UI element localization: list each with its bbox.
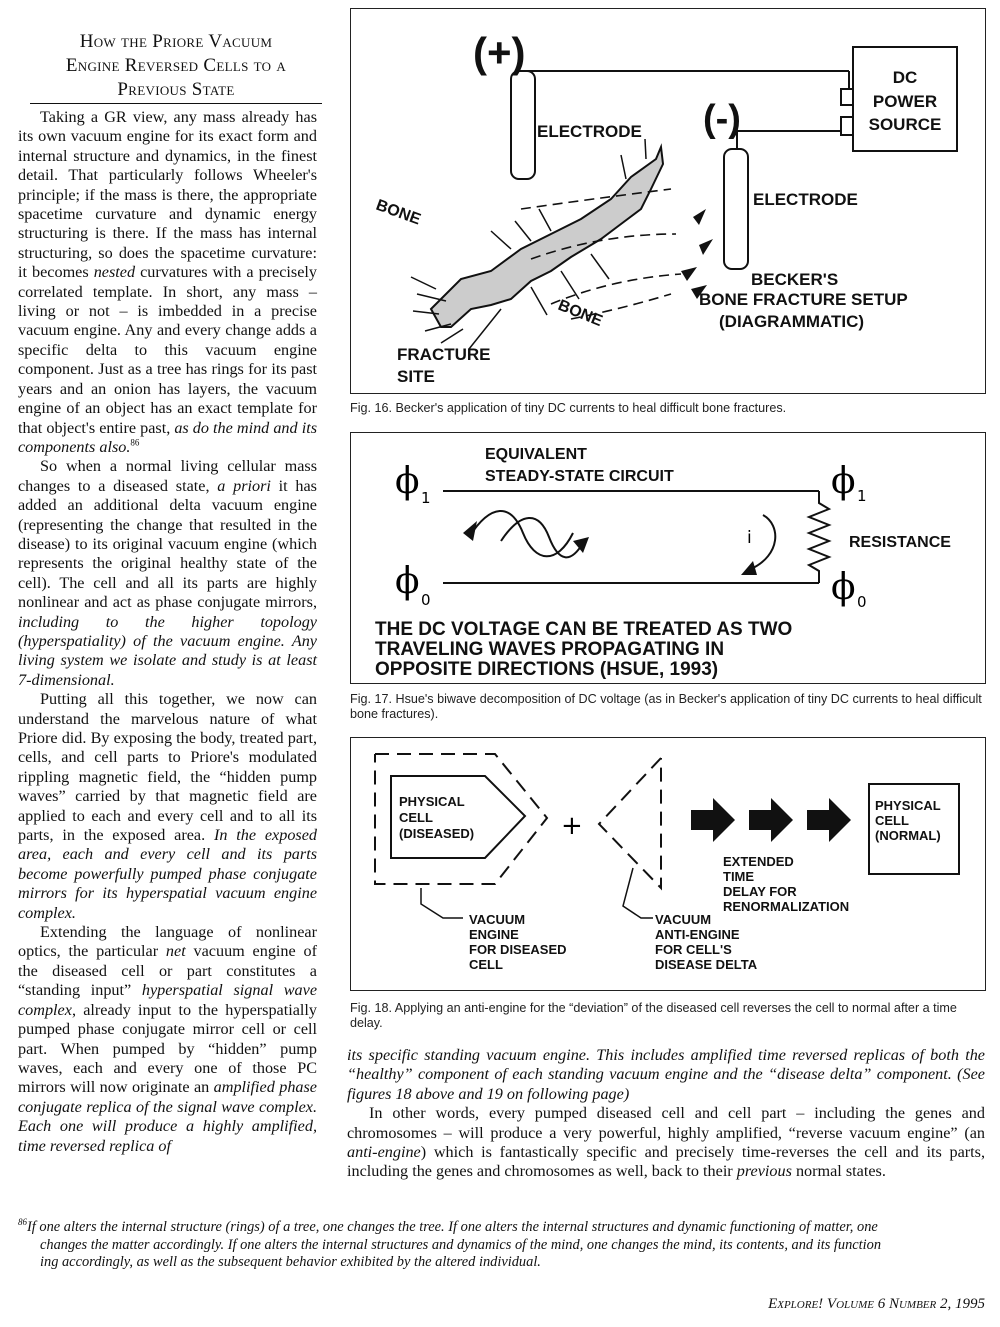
diseased-cell-label-1: PHYSICAL (399, 794, 465, 809)
emphasis: previous (736, 1162, 792, 1181)
figure-18 (350, 737, 986, 991)
phi0-left-sub: 0 (421, 591, 431, 609)
phi1-right: ϕ (831, 461, 856, 502)
emphasis: nested (93, 263, 136, 282)
bone-label-2: BONE (555, 296, 605, 331)
becker-label-1: BECKER'S (751, 270, 839, 289)
electrode-negative-label: ELECTRODE (753, 190, 858, 209)
statement-line-3: OPPOSITE DIRECTIONS (HSUE, 1993) (375, 659, 719, 680)
bone-label-1: BONE (373, 196, 423, 229)
electrode-negative (724, 149, 748, 269)
electrode-positive (511, 71, 535, 179)
electrode-positive-label: ELECTRODE (537, 122, 642, 141)
fig17-diagram (351, 433, 985, 683)
becker-label-2: BONE FRACTURE SETUP (699, 290, 908, 309)
paragraph-5 (347, 1046, 985, 1104)
diseased-cell-label-2: CELL (399, 810, 433, 825)
page-footer: Explore! Volume 6 Number 2, 1995 (768, 1296, 985, 1312)
emphasis: its specific standing vacuum engine. This includes amplified time reversed replicas of both the “healthy” component of each standing vacuum engine and the “disease delta” component. ( (347, 1046, 985, 1084)
wire-negative (737, 131, 841, 157)
current-loop (751, 515, 775, 569)
diseased-cell-label-3: (DISEASED) (399, 826, 475, 841)
fig16-diagram (351, 9, 985, 393)
fracture-leader (469, 309, 501, 349)
terminal-positive (841, 89, 853, 105)
text-run: In other words, every pumped diseased cell and cell part – including the genes and chromosomes – will produce a very powerful, highly amplified, “reverse vacuum engine” (an (347, 1104, 985, 1142)
text-run: curvatures with a precisely correlated template. In short, any mass – living or not – is imbedded in a precise vacuum engine. Any and every change adds a specific delta to this vacuum engine component. Just as a tree has rings for its past years and an onion has layers, the vacuum engine of an object has an exact template for that object's entire past, (18, 263, 317, 437)
phi0-right-sub: 0 (857, 593, 867, 611)
fracture-label-2: SITE (397, 367, 435, 386)
text-run: normal states. (791, 1162, 886, 1181)
emphasis: hyperspatial signal wave complex (18, 981, 318, 1019)
emphasis: including to the higher topology (hyperspatiality) of the vacuum engine. Any living system we isolate and study is at least 7-dimensional. (18, 612, 317, 689)
delay-label-4: RENORMALIZATION (723, 899, 850, 914)
figure-17 (350, 432, 986, 684)
normal-cell-label-1: PHYSICAL (875, 798, 941, 813)
wave-left-arrow (463, 521, 477, 541)
footnote-mark: 86 (18, 1217, 27, 1228)
title-line-2: Engine Reversed Cells to a (65, 55, 287, 76)
emphasis: amplified phase conjugate replica of the signal wave complex. Each one will produce a highly amplified, time reversed replica of (18, 1078, 317, 1155)
fracture-label-1: FRACTURE (397, 345, 491, 364)
fig16-caption: Fig. 16. Becker's application of tiny DC currents to heal difficult bone fractures. (350, 401, 787, 415)
emphasis: a priori (217, 476, 271, 495)
left-column (18, 108, 317, 1156)
statement-line-1: THE DC VOLTAGE CAN BE TREATED AS TWO (375, 619, 793, 640)
paragraph-4 (18, 923, 317, 1156)
time-arrows (691, 798, 851, 842)
fig17-caption: Fig. 17. Hsue's biwave decomposition of DC voltage (as in Becker's application of tiny DC currents to heal difficult bone fractures). (350, 692, 982, 721)
footnote-line-3: ing accordingly, as well as the subsequent behavior exhibited by the altered individual. (40, 1254, 541, 1270)
anti-engine-outline (599, 758, 661, 888)
delay-label-3: DELAY FOR (723, 884, 797, 899)
normal-cell-label-3: (NORMAL) (875, 828, 941, 843)
anti-engine-label-4: DISEASE DELTA (655, 957, 758, 972)
text-run: So when a normal living cellular mass changes to a diseased state, (18, 457, 317, 495)
figure-16 (350, 8, 986, 394)
engine-label-1: VACUUM (469, 912, 526, 927)
fig18-caption: Fig. 18. Applying an anti-engine for the “deviation” of the diseased cell reverses the cell to normal after a time delay. (350, 1001, 957, 1030)
fig18-diagram (351, 738, 985, 990)
delay-label-1: EXTENDED (723, 854, 794, 869)
delay-label-2: TIME (723, 869, 755, 884)
dc-label-3: SOURCE (868, 115, 942, 134)
title-line-3: Previous State (117, 79, 235, 100)
emphasis: In the exposed area, each and every cell and its parts become powerfully pumped phase conjugate mirrors for its hyperspatial vacuum engine complex. (18, 826, 317, 922)
paragraph-1 (18, 108, 317, 457)
footnote-line-1 (18, 1219, 984, 1237)
plus-sign: + (561, 811, 583, 841)
text-run: , already input to the hyperspatially pumped phase conjugate mirror cell or cell part. When pumped by “hidden” pump waves, each and every one of those PC mirrors will now originate an (18, 1000, 317, 1097)
resistance-label: RESISTANCE (849, 534, 951, 551)
paragraph-6 (347, 1104, 985, 1182)
text-run: Putting all this together, we now can understand the marvelous nature of what Priore did. By exposing the body, treated part, cells, and cell parts to Priore's modulated rippling magnetic field, the “hidden pump waves” carried by that magnetic field are applied to each and every cell and to all its parts, in the exposed area. (18, 690, 317, 845)
engine-leader (421, 888, 463, 918)
footnote-line-2: changes the matter accordingly. If one alters the internal structures and dynamics of the mind, one changes the mind, its contents, and its function (40, 1236, 882, 1253)
paragraph-2 (18, 457, 317, 690)
text-run: vacuum engine of the diseased cell or part constitutes a “standing input” (18, 942, 317, 1000)
right-column (347, 1046, 985, 1182)
title-divider (30, 103, 322, 104)
wave-right-arrow (573, 537, 589, 553)
text-run: Extending the language of nonlinear optics, the particular (18, 923, 317, 961)
text-run: ) which is fantastically specific and precisely time-reverses the cell and its parts, including the genes and chromosomes as well, back to their (347, 1143, 985, 1181)
article-title (30, 30, 322, 102)
anti-engine-label-1: VACUUM (655, 912, 712, 927)
normal-cell-label-2: CELL (875, 813, 909, 828)
dc-label-2: POWER (872, 92, 938, 111)
footnote-ref[interactable]: 86 (130, 437, 140, 448)
text-run: If one alters the internal structure (rings) of a tree, one changes the tree. If one alters the internal structures and dynamic functioning of matter, one (27, 1219, 878, 1235)
text-run: Taking a GR view, any mass already has its own vacuum engine for its exact form and internal structure and dynamics, in the finest detail. That particularly follows Wheeler's principle; if the mass is there, the appropriate spacetime curvature and dynamic energy structuring is there. If the mass has internal structuring, so does the spacetime curvature: it becomes (18, 108, 317, 282)
title-line-1: How the Priore Vacuum (79, 31, 273, 52)
current-arrow (741, 561, 757, 575)
wave-left (469, 511, 573, 556)
phi1-right-sub: 1 (857, 487, 867, 505)
anti-engine-label-3: FOR CELL'S (655, 942, 732, 957)
resistor (809, 491, 829, 583)
positive-sign: (+) (473, 29, 526, 76)
equiv-label-2: STEADY-STATE CIRCUIT (485, 468, 674, 485)
equiv-label-1: EQUIVALENT (485, 446, 587, 463)
emphasis: net (165, 942, 186, 961)
current-arrows (681, 209, 713, 299)
statement-line-2: TRAVELING WAVES PROPAGATING IN (375, 639, 725, 660)
phi0-left: ϕ (395, 561, 420, 602)
phi1-left-sub: 1 (421, 489, 431, 507)
engine-label-4: CELL (469, 957, 503, 972)
emphasis: as do the mind and its components also. (18, 418, 317, 456)
current-symbol: i (747, 528, 752, 548)
becker-label-3: (DIAGRAMMATIC) (719, 312, 865, 331)
negative-sign: (-) (703, 98, 741, 140)
anti-engine-label-2: ANTI-ENGINE (655, 927, 740, 942)
footnote-86 (18, 1219, 984, 1272)
dc-label-1: DC (892, 68, 918, 87)
phi1-left: ϕ (395, 461, 420, 502)
paragraph-3 (18, 690, 317, 923)
engine-label-3: FOR DISEASED (469, 942, 567, 957)
terminal-negative (841, 117, 853, 135)
engine-label-2: ENGINE (469, 927, 519, 942)
emphasis: anti-engine (347, 1143, 421, 1162)
text-run: it has added an additional delta vacuum engine (representing the change that resulted in the disease) to its original vacuum engine (which represents the original healthy state of the cell). The cell and all its parts are highly nonlinear and act as phase conjugate mirrors, (18, 476, 317, 612)
phi0-right: ϕ (831, 567, 856, 608)
emphasis: ) (623, 1084, 630, 1103)
figure-reference[interactable]: See figures 18 above and 19 on following page (347, 1065, 985, 1103)
